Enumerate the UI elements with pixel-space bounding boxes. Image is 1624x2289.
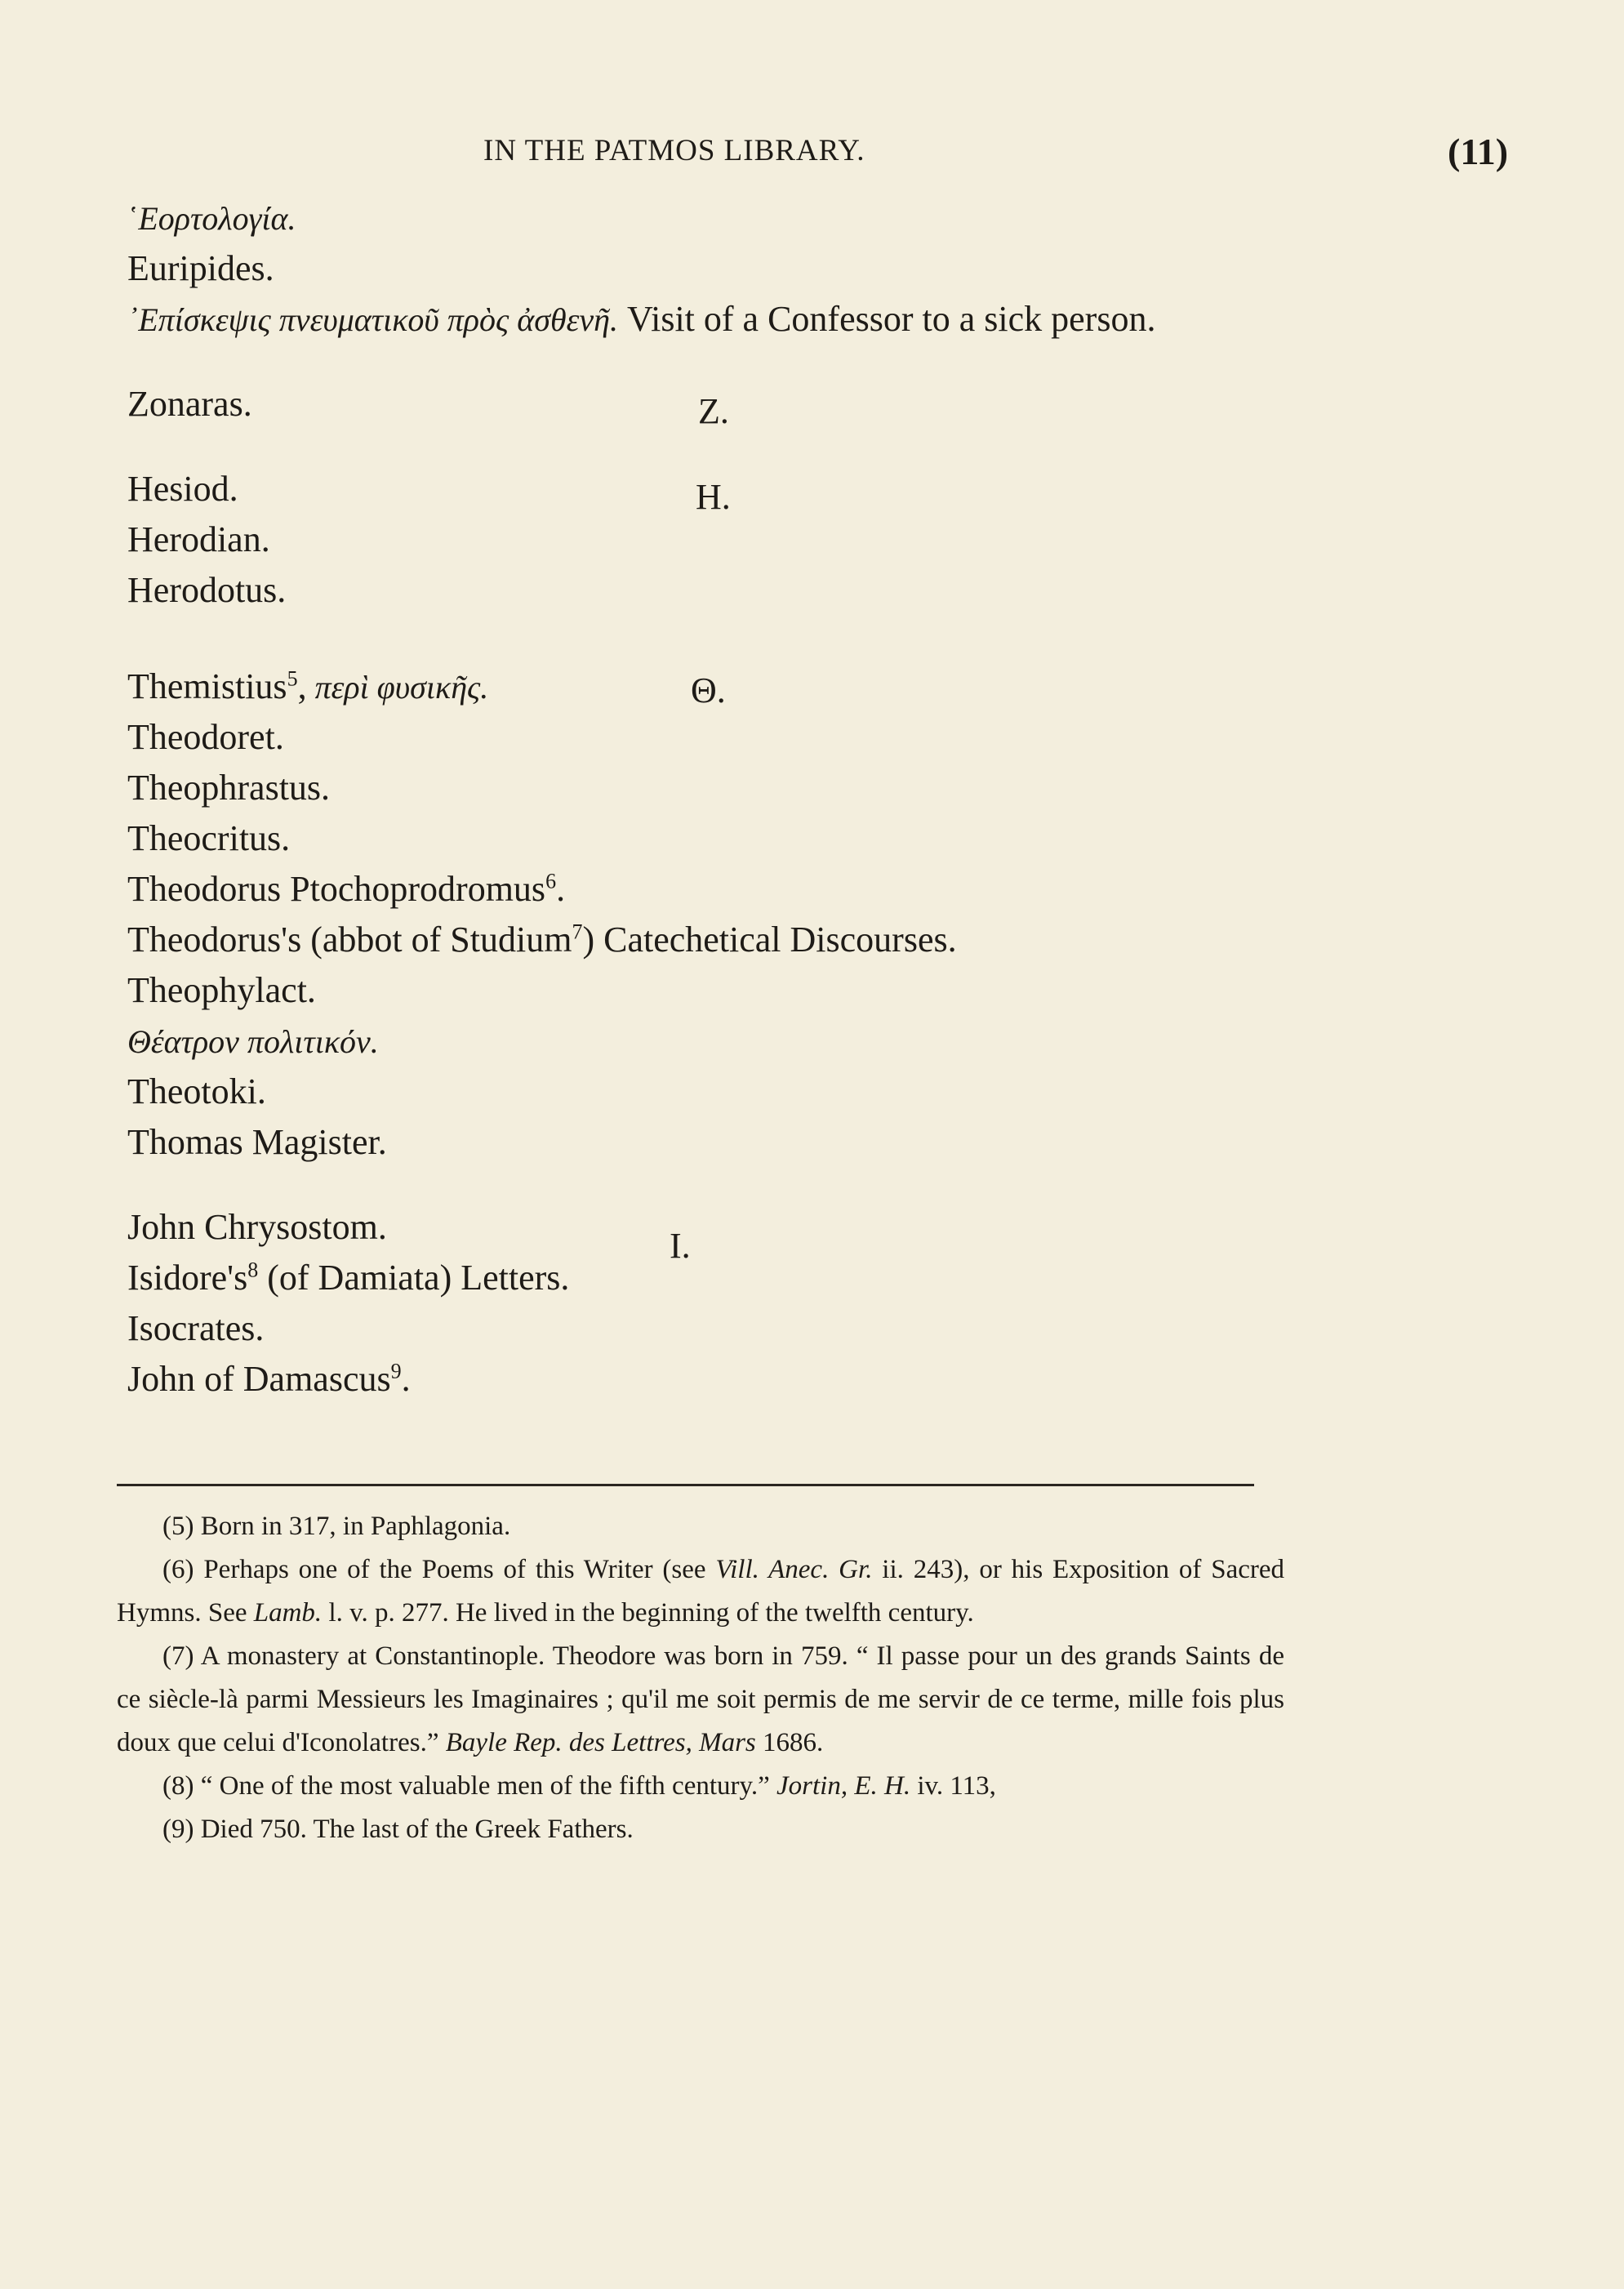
entry-isidore xyxy=(127,1253,1401,1303)
section-letter-zeta: Z. xyxy=(698,391,729,431)
entry-theatron xyxy=(127,1016,1401,1067)
greek-title: Θέατρον πολιτικόν. xyxy=(127,1023,379,1060)
entry-themistius xyxy=(127,661,1401,712)
footnote-text: iv. 113, xyxy=(910,1771,996,1801)
footnote-8 xyxy=(117,1765,1284,1808)
footnote-marker: 7 xyxy=(572,920,583,944)
entry-eortologia xyxy=(127,193,1401,243)
footnote-text: (7) A monastery at Constantinople. Theodore was born in 759. “ Il passe pour un des grands Saints de ce siècle-là parmi Messieurs les Imaginaires ; qu'il me soit permis de me servir de ce terme, mille fois plus doux que celui d'Iconolatres.” xyxy=(117,1641,1284,1757)
footnote-divider xyxy=(117,1484,1254,1486)
entry-description: (of Damiata) Letters. xyxy=(258,1258,570,1298)
entry-theocritus: Theocritus. xyxy=(127,818,291,858)
footnote-marker: 6 xyxy=(545,869,557,893)
citation: Bayle Rep. des Lettres, Mars xyxy=(445,1728,756,1757)
entry-theotoki: Theotoki. xyxy=(127,1071,266,1111)
running-title: IN THE PATMOS LIBRARY. xyxy=(483,134,865,167)
entry-theodorus-studium xyxy=(127,915,1401,965)
entry-isocrates: Isocrates. xyxy=(127,1308,265,1348)
entry-translation: Visit of a Confessor to a sick person. xyxy=(617,299,1156,339)
citation: Jortin, E. H. xyxy=(776,1771,911,1801)
entry-theophylact: Theophylact. xyxy=(127,970,316,1010)
entry-theodoret: Theodoret. xyxy=(127,717,284,757)
footnote-9: (9) Died 750. The last of the Greek Fathers. xyxy=(162,1815,634,1844)
footnote-5: (5) Born in 317, in Paphlagonia. xyxy=(162,1512,511,1541)
entry-ptochoprodromus xyxy=(127,864,1401,915)
entry-thomas-magister: Thomas Magister. xyxy=(127,1122,387,1162)
entry-john-of-damascus xyxy=(127,1354,1401,1405)
entry-theophrastus: Theophrastus. xyxy=(127,768,331,808)
catalogue-entries xyxy=(127,193,1401,1405)
page-number: (11) xyxy=(1448,131,1509,172)
section-letter-eta: H. xyxy=(696,477,731,517)
entry-john-chrysostom: John Chrysostom. xyxy=(127,1207,387,1247)
entry-name: Themistius xyxy=(127,666,287,706)
entry-hesiod: Hesiod. xyxy=(127,469,238,509)
entry-herodotus: Herodotus. xyxy=(127,570,287,610)
greek-title: ῾Εορτολογία. xyxy=(127,200,296,237)
footnote-marker: 8 xyxy=(247,1258,259,1282)
footnote-text: l. v. p. 277. He lived in the beginning of the twelfth century. xyxy=(322,1598,974,1628)
entry-name: Theodorus's (abbot of Studium xyxy=(127,920,572,960)
footnote-7 xyxy=(117,1635,1284,1765)
entry-name: Theodorus Ptochoprodromus xyxy=(127,869,546,909)
footnote-6 xyxy=(117,1548,1284,1635)
section-letter-iota: I. xyxy=(670,1226,691,1266)
footnote-text: (8) “ One of the most valuable men of the fifth century.” xyxy=(162,1771,777,1801)
footnote-text: 1686. xyxy=(755,1728,824,1757)
entry-description: ) Catechetical Discourses. xyxy=(582,920,957,960)
footnote-marker: 9 xyxy=(390,1359,402,1383)
greek-title: ᾿Επίσκεψις πνευματικοῦ πρὸς ἀσθενῆ. xyxy=(127,301,618,338)
citation: Lamb. xyxy=(253,1598,323,1628)
citation: Vill. Anec. Gr. xyxy=(715,1555,873,1584)
greek-title: περὶ φυσικῆς. xyxy=(306,669,489,706)
entry-period: . xyxy=(556,869,566,909)
footnote-marker: 5 xyxy=(287,666,298,691)
section-letter-theta: Θ. xyxy=(691,670,726,710)
entry-period: . xyxy=(401,1359,411,1399)
entry-herodian: Herodian. xyxy=(127,519,270,559)
footnotes xyxy=(117,1505,1284,1851)
footnote-text: ii. 243), or his Exposition of Sacred Hymns. See xyxy=(117,1555,1285,1628)
entry-name: John of Damascus xyxy=(127,1359,391,1399)
page-header xyxy=(0,133,1624,179)
entry-episkepsis xyxy=(127,294,1401,345)
entry-euripides: Euripides. xyxy=(127,248,274,288)
entry-name: Isidore's xyxy=(127,1258,248,1298)
footnote-text: (6) Perhaps one of the Poems of this Writer (see xyxy=(162,1555,716,1584)
entry-comma: , xyxy=(297,666,307,706)
entry-zonaras: Zonaras. xyxy=(127,384,252,424)
